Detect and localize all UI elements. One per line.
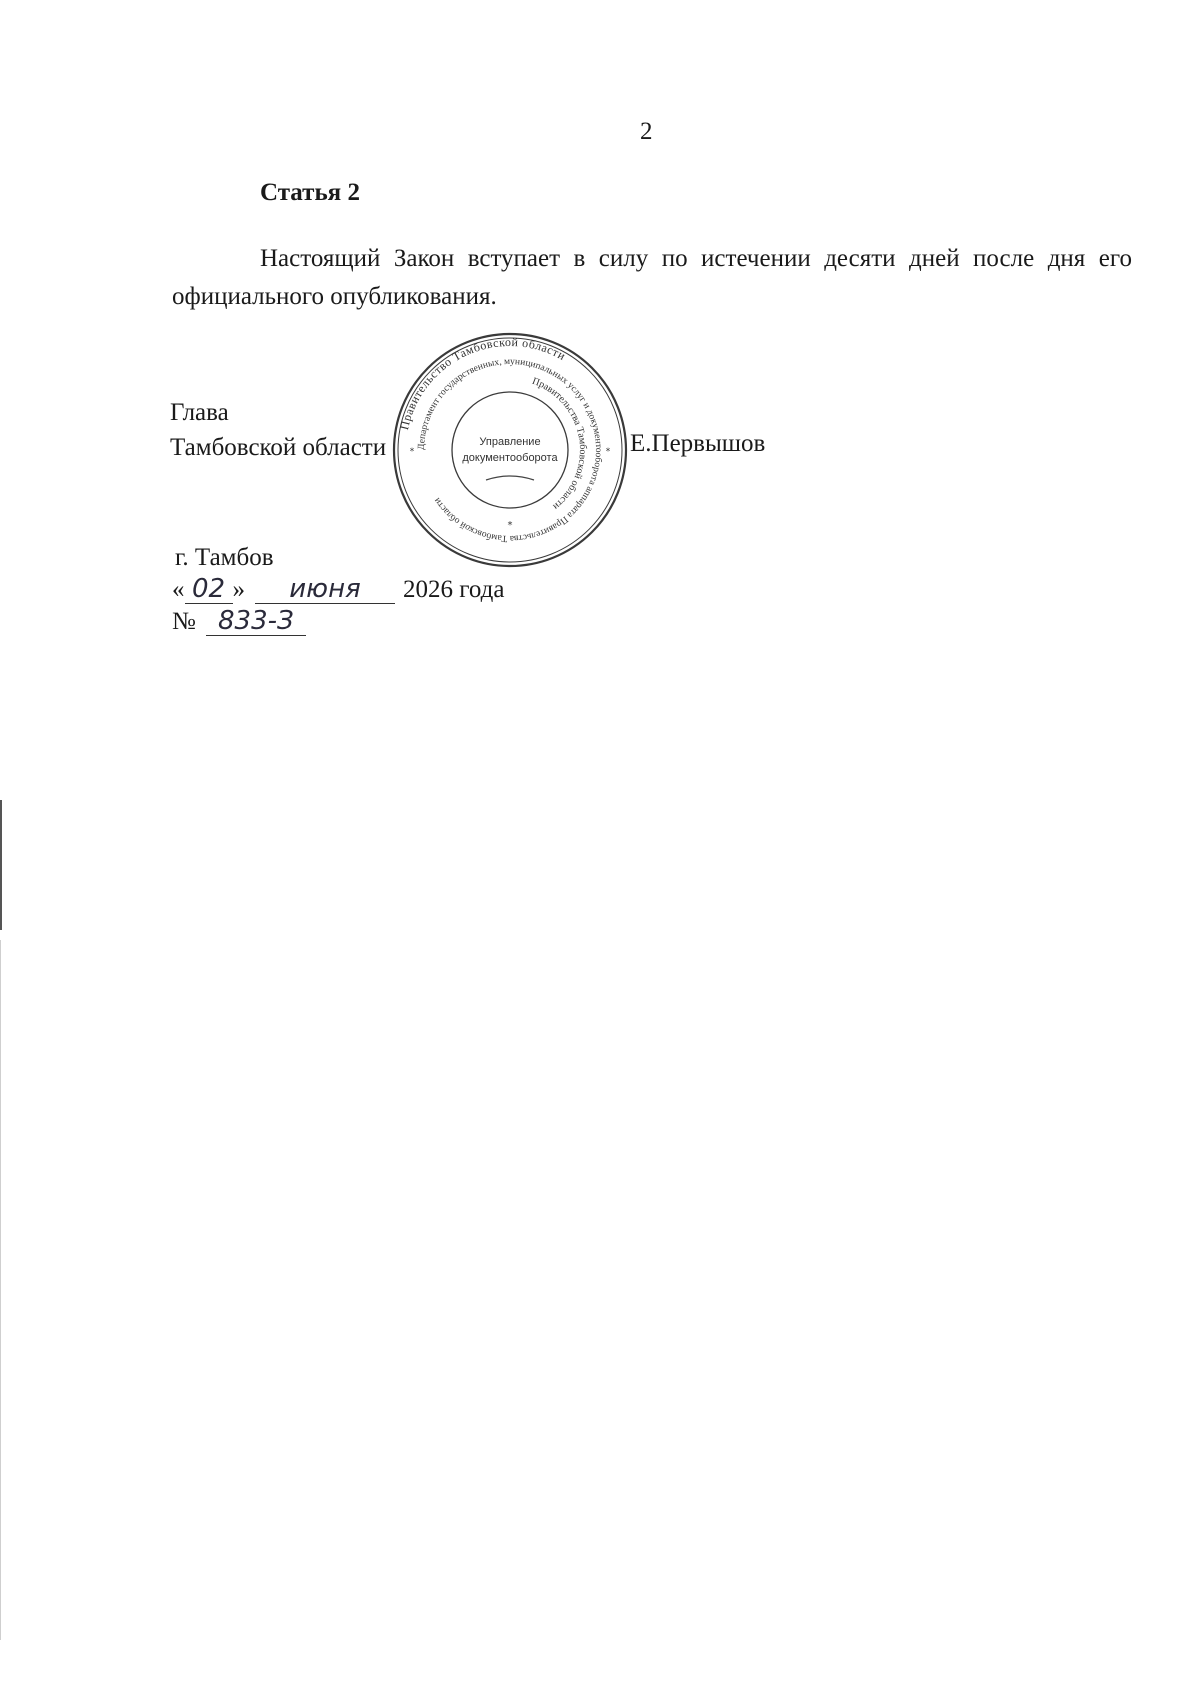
signatory-position-line2: Тамбовской области (170, 434, 387, 461)
date-quote-open: « (172, 576, 185, 603)
law-number (172, 608, 306, 636)
svg-text:*: * (507, 520, 513, 531)
seal-middle-ring-text: Департамент государственных, муниципальных услуг и документооборота аппарата Правительства Тамбовской области (416, 356, 604, 544)
svg-text:*: * (409, 447, 415, 457)
date-year: 2026 года (403, 576, 505, 603)
official-seal (390, 330, 630, 570)
seal-outer-ring-text: Правительство Тамбовской области (397, 334, 569, 432)
scan-edge-mark (0, 800, 2, 930)
issuance-city: г. Тамбов (175, 544, 274, 571)
date-quote-close: » (232, 576, 245, 603)
seal-inner-ring-text: Правительства Тамбовской области (530, 375, 589, 512)
svg-text:Департамент государственных, м (417, 357, 604, 543)
date-month-handwritten: июня (255, 576, 395, 604)
seal-center-line1: Управление (479, 436, 541, 448)
issuance-date (172, 576, 504, 604)
signatory-position (170, 395, 386, 465)
law-number-prefix: № (172, 608, 196, 635)
official-seal-graphic (390, 330, 630, 570)
date-day-handwritten: 02 (185, 576, 233, 604)
svg-text:*: * (605, 447, 611, 457)
article-body-text: Настоящий Закон вступает в силу по истечении десяти дней после дня его официального опубликования. (172, 245, 1132, 310)
signatory-position-line1: Глава (170, 399, 229, 426)
scan-edge-line (0, 940, 1, 1640)
page-number: 2 (640, 118, 653, 145)
seal-center-line2: документооборота (462, 452, 558, 464)
signatory-name: Е.Первышов (630, 430, 766, 457)
article-heading: Статья 2 (260, 179, 360, 206)
law-number-handwritten: 833-З (206, 608, 306, 636)
